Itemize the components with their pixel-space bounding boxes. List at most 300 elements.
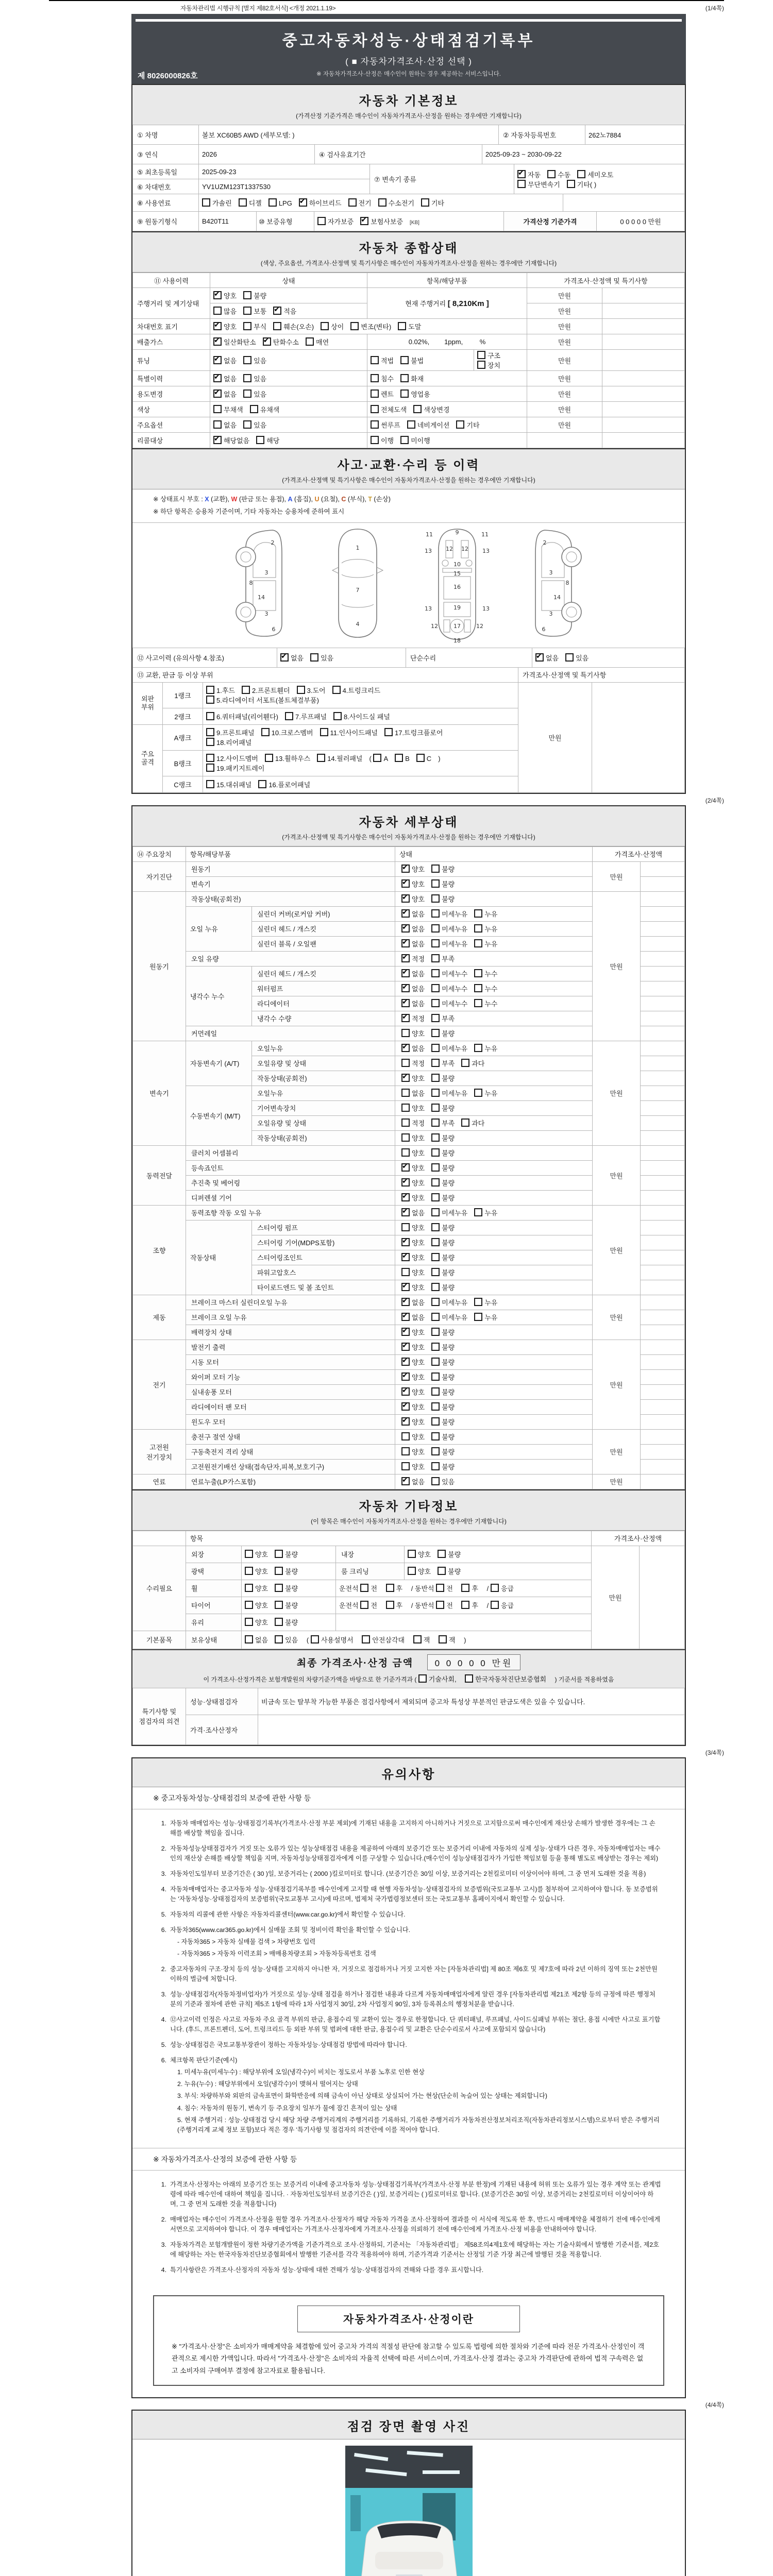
checkbox-box[interactable] bbox=[306, 337, 314, 346]
checkbox-d1r6-누수[interactable]: 누수 bbox=[474, 985, 497, 993]
checkbox-box[interactable] bbox=[275, 1584, 283, 1592]
checkbox-box[interactable] bbox=[400, 436, 409, 444]
checkbox-trans-무단변속기[interactable]: 무단변속기 bbox=[517, 181, 560, 189]
checkbox-box[interactable] bbox=[474, 969, 482, 977]
checkbox-box[interactable] bbox=[297, 686, 305, 694]
checkbox-mileage-amount-적음[interactable]: ✔ 적음 bbox=[273, 308, 296, 315]
checkbox-box[interactable] bbox=[438, 1567, 446, 1575]
checkbox-box[interactable] bbox=[275, 1618, 283, 1626]
checkbox-d2r5-과다[interactable]: 과다 bbox=[461, 1120, 484, 1127]
checkbox-box[interactable] bbox=[401, 1059, 410, 1067]
checkbox-box[interactable] bbox=[213, 307, 222, 315]
checkbox-box[interactable] bbox=[400, 389, 409, 398]
checkbox-box[interactable] bbox=[474, 924, 482, 933]
checkbox-box[interactable] bbox=[401, 1104, 410, 1112]
checkbox-box[interactable] bbox=[256, 436, 264, 444]
checkbox-box[interactable] bbox=[431, 999, 440, 1007]
checkbox-box[interactable] bbox=[213, 337, 222, 346]
checkbox-box[interactable] bbox=[401, 1208, 410, 1216]
checkbox-box[interactable] bbox=[360, 217, 368, 225]
checkbox-box[interactable] bbox=[408, 1567, 416, 1575]
checkbox-d3r3-양호[interactable]: ✔ 양호 bbox=[401, 1194, 425, 1202]
checkbox-d0r1-양호[interactable]: ✔ 양호 bbox=[401, 880, 425, 888]
checkbox-fp-기술사회,[interactable]: 기술사회, bbox=[418, 1676, 457, 1683]
checkbox-rank40-15.대쉬패널[interactable]: 15.대쉬패널 bbox=[206, 781, 251, 789]
checkbox-d1r5-미세누수[interactable]: 미세누수 bbox=[431, 970, 467, 978]
checkbox-box[interactable] bbox=[401, 879, 410, 888]
checkbox-d2r3-없음[interactable]: 없음 bbox=[401, 1090, 425, 1097]
checkbox-box[interactable] bbox=[317, 754, 325, 762]
checkbox-box[interactable] bbox=[243, 420, 251, 429]
checkbox-d4r3-불량[interactable]: 불량 bbox=[431, 1254, 455, 1262]
checkbox-d7r1-불량[interactable]: 불량 bbox=[431, 1448, 455, 1456]
checkbox-ov5-무채색[interactable]: 무채색 bbox=[213, 406, 243, 414]
checkbox-box[interactable] bbox=[431, 1029, 440, 1037]
checkbox-box[interactable] bbox=[263, 337, 271, 346]
checkbox-box[interactable] bbox=[436, 1584, 444, 1592]
checkbox-box[interactable] bbox=[407, 420, 415, 429]
checkbox-accident-있음[interactable]: 있음 bbox=[310, 654, 333, 662]
checkbox-ov7-해당[interactable]: 해당 bbox=[256, 437, 279, 445]
checkbox-box[interactable] bbox=[474, 1044, 482, 1052]
checkbox-ov4-있음[interactable]: 있음 bbox=[243, 391, 266, 398]
checkbox-box[interactable] bbox=[213, 322, 222, 330]
checkbox-box[interactable] bbox=[333, 712, 342, 720]
checkbox-box[interactable] bbox=[250, 405, 258, 413]
checkbox-box[interactable] bbox=[431, 1193, 440, 1201]
checkbox-box[interactable] bbox=[206, 780, 214, 788]
checkbox-repair-없음[interactable]: ✔ 없음 bbox=[535, 654, 559, 662]
checkbox-d1r3-누유[interactable]: 누유 bbox=[474, 940, 497, 948]
checkbox-d4r1-불량[interactable]: 불량 bbox=[431, 1224, 455, 1232]
checkbox-fuel-전기[interactable]: 전기 bbox=[348, 199, 372, 207]
checkbox-box[interactable] bbox=[474, 1298, 482, 1306]
checkbox-box[interactable] bbox=[275, 1567, 283, 1575]
checkbox-bi-x-잭[interactable]: 잭 bbox=[413, 1636, 430, 1644]
checkbox-box[interactable] bbox=[456, 420, 464, 429]
checkbox-d2r6-불량[interactable]: 불량 bbox=[431, 1134, 455, 1142]
checkbox-ov0-훼손(오손)[interactable]: 훼손(오손) bbox=[273, 323, 314, 331]
checkbox-box[interactable] bbox=[431, 1477, 440, 1485]
checkbox-box[interactable] bbox=[461, 1118, 469, 1127]
checkbox-box[interactable] bbox=[206, 738, 214, 746]
checkbox-box[interactable] bbox=[431, 1313, 440, 1321]
checkbox-d6r5-양호[interactable]: ✔ 양호 bbox=[401, 1418, 425, 1426]
checkbox-box[interactable] bbox=[401, 1163, 410, 1172]
checkbox-d1r7-미세누수[interactable]: 미세누수 bbox=[431, 1000, 467, 1008]
checkbox-ot1b-양호[interactable]: 양호 bbox=[408, 1568, 431, 1575]
checkbox-ov2b-장치[interactable]: 장치 bbox=[477, 362, 500, 369]
checkbox-ot2x-응급[interactable]: 응급 bbox=[491, 1585, 514, 1592]
checkbox-box[interactable] bbox=[438, 1550, 446, 1558]
checkbox-box[interactable] bbox=[477, 361, 485, 369]
checkbox-box[interactable] bbox=[400, 374, 409, 382]
checkbox-box[interactable] bbox=[431, 1387, 440, 1396]
checkbox-ot2x-후[interactable]: 후 bbox=[386, 1585, 403, 1592]
checkbox-box[interactable] bbox=[275, 1601, 283, 1609]
checkbox-box[interactable] bbox=[431, 1417, 440, 1426]
checkbox-d8r0-있음[interactable]: 있음 bbox=[431, 1478, 455, 1486]
checkbox-d4r0-없음[interactable]: ✔ 없음 bbox=[401, 1209, 425, 1217]
checkbox-fuel-하이브리드[interactable]: ✔ 하이브리드 bbox=[299, 199, 342, 207]
checkbox-d5r1-미세누유[interactable]: 미세누유 bbox=[431, 1314, 467, 1321]
checkbox-box[interactable] bbox=[431, 1133, 440, 1142]
checkbox-box[interactable] bbox=[547, 170, 556, 178]
checkbox-box[interactable] bbox=[213, 436, 222, 444]
checkbox-rank21-18.리어패널[interactable]: 18.리어패널 bbox=[206, 739, 251, 747]
checkbox-box[interactable] bbox=[213, 420, 222, 429]
checkbox-ov0-부식[interactable]: 부식 bbox=[243, 323, 266, 331]
checkbox-d1r8-적정[interactable]: ✔ 적정 bbox=[401, 1015, 425, 1023]
checkbox-ov5-유채색[interactable]: 유채색 bbox=[250, 406, 280, 414]
checkbox-box[interactable] bbox=[213, 356, 222, 364]
checkbox-ot0-불량[interactable]: 불량 bbox=[275, 1551, 298, 1558]
checkbox-d5r0-누유[interactable]: 누유 bbox=[474, 1299, 497, 1307]
checkbox-d1r2-없음[interactable]: ✔ 없음 bbox=[401, 925, 425, 933]
checkbox-ov0-상이[interactable]: 상이 bbox=[321, 323, 344, 331]
checkbox-box[interactable] bbox=[384, 728, 393, 736]
checkbox-fuel-기타[interactable]: 기타 bbox=[421, 199, 444, 207]
checkbox-box[interactable] bbox=[431, 1148, 440, 1157]
checkbox-ov3-없음[interactable]: ✔ 없음 bbox=[213, 375, 237, 383]
checkbox-box[interactable] bbox=[245, 1601, 253, 1609]
checkbox-box[interactable] bbox=[400, 356, 409, 364]
checkbox-box[interactable] bbox=[431, 1462, 440, 1470]
checkbox-d7r0-불량[interactable]: 불량 bbox=[431, 1433, 455, 1441]
checkbox-ot4-양호[interactable]: 양호 bbox=[245, 1619, 268, 1626]
checkbox-box[interactable] bbox=[461, 1601, 469, 1609]
checkbox-box[interactable] bbox=[431, 1074, 440, 1082]
checkbox-box[interactable] bbox=[371, 436, 379, 444]
checkbox-box[interactable] bbox=[474, 939, 482, 947]
checkbox-box[interactable] bbox=[350, 322, 359, 330]
checkbox-d2r3-누유[interactable]: 누유 bbox=[474, 1090, 497, 1097]
checkbox-box[interactable] bbox=[431, 1014, 440, 1022]
checkbox-box[interactable] bbox=[261, 728, 270, 736]
checkbox-box[interactable] bbox=[360, 1584, 368, 1592]
checkbox-box[interactable] bbox=[401, 1133, 410, 1142]
checkbox-d2r0-미세누유[interactable]: 미세누유 bbox=[431, 1045, 467, 1053]
checkbox-box[interactable] bbox=[213, 389, 222, 398]
checkbox-d3r1-불량[interactable]: 불량 bbox=[431, 1164, 455, 1172]
checkbox-ot2x-전[interactable]: 전 bbox=[436, 1585, 453, 1592]
checkbox-d2r1-과다[interactable]: 과다 bbox=[461, 1060, 484, 1067]
checkbox-box[interactable] bbox=[317, 217, 326, 225]
checkbox-ov6-있음[interactable]: 있음 bbox=[243, 421, 266, 429]
checkbox-box[interactable] bbox=[577, 170, 585, 178]
checkbox-d6r2-양호[interactable]: ✔ 양호 bbox=[401, 1374, 425, 1381]
checkbox-d1r1-없음[interactable]: ✔ 없음 bbox=[401, 910, 425, 918]
checkbox-box[interactable] bbox=[431, 1298, 440, 1306]
checkbox-ov2a-불법[interactable]: 불법 bbox=[400, 357, 424, 365]
checkbox-ov4m-렌트[interactable]: 렌트 bbox=[371, 391, 394, 398]
checkbox-ov6m-네비게이션[interactable]: 네비게이션 bbox=[407, 421, 450, 429]
checkbox-fuel-LPG[interactable]: LPG bbox=[268, 199, 292, 207]
checkbox-ov2-있음[interactable]: 있음 bbox=[243, 357, 266, 365]
checkbox-box[interactable] bbox=[206, 686, 214, 694]
checkbox-box[interactable] bbox=[401, 999, 410, 1007]
checkbox-box[interactable] bbox=[431, 1328, 440, 1336]
checkbox-box[interactable] bbox=[401, 1089, 410, 1097]
checkbox-fp-한국자동차진단보증협회[interactable]: 한국자동차진단보증협회 bbox=[465, 1676, 546, 1683]
checkbox-box[interactable] bbox=[245, 1550, 253, 1558]
checkbox-d6r1-불량[interactable]: 불량 bbox=[431, 1359, 455, 1366]
checkbox-ot1b-불량[interactable]: 불량 bbox=[438, 1568, 461, 1575]
checkbox-ot2x-후[interactable]: 후 bbox=[461, 1585, 478, 1592]
checkbox-rank10-8.사이드실 패널[interactable]: 8.사이드실 패널 bbox=[333, 713, 390, 721]
checkbox-box[interactable] bbox=[245, 1635, 253, 1643]
checkbox-box[interactable] bbox=[431, 1118, 440, 1127]
checkbox-box[interactable] bbox=[320, 728, 328, 736]
checkbox-box[interactable] bbox=[401, 1118, 410, 1127]
checkbox-d8r0-없음[interactable]: ✔ 없음 bbox=[401, 1478, 425, 1486]
checkbox-box[interactable] bbox=[371, 389, 379, 398]
checkbox-box[interactable] bbox=[206, 712, 214, 720]
checkbox-box[interactable] bbox=[431, 879, 440, 888]
checkbox-ot3x-전[interactable]: 전 bbox=[436, 1602, 453, 1609]
checkbox-d1r4-적정[interactable]: ✔ 적정 bbox=[401, 955, 425, 963]
checkbox-d5r1-없음[interactable]: ✔ 없음 bbox=[401, 1314, 425, 1321]
checkbox-rank20-9.프론트패널[interactable]: 9.프론트패널 bbox=[206, 729, 255, 737]
checkbox-box[interactable] bbox=[401, 1298, 410, 1306]
checkbox-ot3x-응급[interactable]: 응급 bbox=[491, 1602, 514, 1609]
checkbox-rank00-2.프론트휀더[interactable]: 2.프론트휀더 bbox=[242, 687, 290, 694]
checkbox-rank00-1.후드[interactable]: 1.후드 bbox=[206, 687, 235, 694]
checkbox-box[interactable] bbox=[431, 1208, 440, 1216]
checkbox-repair-있음[interactable]: 있음 bbox=[565, 654, 589, 662]
checkbox-d7r0-양호[interactable]: 양호 bbox=[401, 1433, 425, 1441]
checkbox-ot3x-후[interactable]: 후 bbox=[386, 1602, 403, 1609]
checkbox-d1r2-누유[interactable]: 누유 bbox=[474, 925, 497, 933]
checkbox-box[interactable] bbox=[401, 924, 410, 933]
checkbox-box[interactable] bbox=[268, 198, 277, 207]
checkbox-d1r3-미세누유[interactable]: 미세누유 bbox=[431, 940, 467, 948]
checkbox-box[interactable] bbox=[431, 924, 440, 933]
checkbox-ov1-매연[interactable]: 매연 bbox=[306, 338, 329, 346]
checkbox-box[interactable] bbox=[398, 322, 406, 330]
checkbox-box[interactable] bbox=[431, 865, 440, 873]
checkbox-ot3-양호[interactable]: 양호 bbox=[245, 1602, 268, 1609]
checkbox-box[interactable] bbox=[321, 322, 329, 330]
checkbox-box[interactable] bbox=[474, 909, 482, 918]
checkbox-box[interactable] bbox=[461, 1584, 469, 1592]
checkbox-box[interactable] bbox=[401, 1417, 410, 1426]
checkbox-box[interactable] bbox=[431, 894, 440, 903]
checkbox-box[interactable] bbox=[401, 1014, 410, 1022]
checkbox-box[interactable] bbox=[431, 969, 440, 977]
checkbox-d2r1-부족[interactable]: 부족 bbox=[431, 1060, 455, 1067]
checkbox-rank31-19.패키지트레이[interactable]: 19.패키지트레이 bbox=[206, 765, 264, 772]
checkbox-ov2a-적법[interactable]: 적법 bbox=[371, 357, 394, 365]
checkbox-ov7m-이행[interactable]: 이행 bbox=[371, 437, 394, 445]
checkbox-pillar-C[interactable]: C bbox=[416, 755, 431, 762]
checkbox-rank30-13.휠하우스[interactable]: 13.휠하우스 bbox=[265, 755, 310, 762]
checkbox-box[interactable] bbox=[465, 1674, 473, 1683]
checkbox-mileage-amount-많음[interactable]: 많음 bbox=[213, 308, 237, 315]
checkbox-pillar-A[interactable]: A bbox=[373, 755, 388, 762]
checkbox-trans-수동[interactable]: 수동 bbox=[547, 171, 570, 179]
checkbox-d1r1-누유[interactable]: 누유 bbox=[474, 910, 497, 918]
checkbox-box[interactable] bbox=[273, 322, 281, 330]
checkbox-d6r5-불량[interactable]: 불량 bbox=[431, 1418, 455, 1426]
checkbox-rank10-6.쿼터패널(리어휀다)[interactable]: 6.쿼터패널(리어휀다) bbox=[206, 713, 278, 721]
checkbox-trans-자동[interactable]: ✔자동 bbox=[517, 171, 541, 179]
checkbox-rank30-12.사이드멤버[interactable]: 12.사이드멤버 bbox=[206, 755, 258, 762]
checkbox-box[interactable] bbox=[401, 1148, 410, 1157]
checkbox-box[interactable] bbox=[206, 728, 214, 736]
checkbox-box[interactable] bbox=[213, 374, 222, 382]
checkbox-box[interactable] bbox=[245, 1584, 253, 1592]
checkbox-ot1-불량[interactable]: 불량 bbox=[275, 1568, 298, 1575]
checkbox-rank01-5.라디에이터 서포트(볼트체결부품)[interactable]: 5.라디에이터 서포트(볼트체결부품) bbox=[206, 697, 319, 704]
checkbox-box[interactable] bbox=[401, 1253, 410, 1261]
checkbox-box[interactable] bbox=[474, 999, 482, 1007]
checkbox-box[interactable] bbox=[243, 307, 251, 315]
checkbox-d5r2-양호[interactable]: ✔ 양호 bbox=[401, 1329, 425, 1336]
checkbox-box[interactable] bbox=[431, 1223, 440, 1231]
checkbox-d1r1-미세누유[interactable]: 미세누유 bbox=[431, 910, 467, 918]
checkbox-box[interactable] bbox=[421, 198, 429, 207]
checkbox-d5r0-미세누유[interactable]: 미세누유 bbox=[431, 1299, 467, 1307]
checkbox-d4r4-불량[interactable]: 불량 bbox=[431, 1269, 455, 1277]
checkbox-box[interactable] bbox=[206, 754, 214, 762]
checkbox-box[interactable] bbox=[386, 1601, 394, 1609]
checkbox-d4r1-양호[interactable]: 양호 bbox=[401, 1224, 425, 1232]
checkbox-d0r1-불량[interactable]: 불량 bbox=[431, 880, 455, 888]
checkbox-ov1-탄화수소[interactable]: ✔ 탄화수소 bbox=[263, 338, 299, 346]
checkbox-ot1-양호[interactable]: 양호 bbox=[245, 1568, 268, 1575]
checkbox-box[interactable] bbox=[243, 291, 251, 299]
checkbox-box[interactable] bbox=[431, 1432, 440, 1440]
checkbox-ov4-없음[interactable]: ✔ 없음 bbox=[213, 391, 237, 398]
checkbox-box[interactable] bbox=[243, 322, 251, 330]
checkbox-box[interactable] bbox=[401, 939, 410, 947]
checkbox-box[interactable] bbox=[310, 653, 318, 662]
checkbox-d2r2-불량[interactable]: 불량 bbox=[431, 1075, 455, 1082]
checkbox-box[interactable] bbox=[401, 1238, 410, 1246]
checkbox-d4r3-양호[interactable]: ✔ 양호 bbox=[401, 1254, 425, 1262]
checkbox-ov6m-썬루프[interactable]: 썬루프 bbox=[371, 421, 400, 429]
checkbox-d1r6-미세누수[interactable]: 미세누수 bbox=[431, 985, 467, 993]
checkbox-d2r4-양호[interactable]: 양호 bbox=[401, 1105, 425, 1112]
checkbox-box[interactable] bbox=[535, 653, 544, 662]
checkbox-box[interactable] bbox=[401, 1223, 410, 1231]
checkbox-ov6m-기타[interactable]: 기타 bbox=[456, 421, 479, 429]
checkbox-ov0-양호[interactable]: ✔ 양호 bbox=[213, 323, 237, 331]
checkbox-box[interactable] bbox=[401, 1268, 410, 1276]
checkbox-bi-x-사용설명서[interactable]: 사용설명서 bbox=[311, 1636, 354, 1644]
checkbox-d4r4-양호[interactable]: 양호 bbox=[401, 1269, 425, 1277]
checkbox-bi-있음[interactable]: 있음 bbox=[275, 1636, 298, 1644]
checkbox-ov3m-침수[interactable]: 침수 bbox=[371, 375, 394, 383]
checkbox-box[interactable] bbox=[413, 1635, 422, 1643]
checkbox-box[interactable] bbox=[431, 954, 440, 962]
checkbox-d1r0-양호[interactable]: ✔ 양호 bbox=[401, 895, 425, 903]
checkbox-box[interactable] bbox=[431, 1372, 440, 1381]
checkbox-box[interactable] bbox=[401, 1029, 410, 1037]
checkbox-ot2-불량[interactable]: 불량 bbox=[275, 1585, 298, 1592]
checkbox-bi-x-잭[interactable]: 잭 bbox=[439, 1636, 456, 1644]
checkbox-box[interactable] bbox=[243, 389, 251, 398]
checkbox-box[interactable] bbox=[401, 1402, 410, 1411]
checkbox-d6r2-불량[interactable]: 불량 bbox=[431, 1374, 455, 1381]
checkbox-box[interactable] bbox=[517, 170, 526, 178]
checkbox-warranty-자가보증[interactable]: 자가보증 bbox=[317, 218, 354, 226]
checkbox-box[interactable] bbox=[401, 1283, 410, 1291]
checkbox-d6r1-양호[interactable]: ✔ 양호 bbox=[401, 1359, 425, 1366]
checkbox-d1r9-양호[interactable]: 양호 bbox=[401, 1030, 425, 1038]
checkbox-box[interactable] bbox=[401, 969, 410, 977]
checkbox-box[interactable] bbox=[474, 984, 482, 992]
checkbox-ov1-일산화탄소[interactable]: ✔ 일산화탄소 bbox=[213, 338, 256, 346]
checkbox-d6r3-양호[interactable]: ✔ 양호 bbox=[401, 1388, 425, 1396]
checkbox-box[interactable] bbox=[517, 180, 526, 188]
checkbox-rank20-10.크로스멤버[interactable]: 10.크로스멤버 bbox=[261, 729, 313, 737]
checkbox-box[interactable] bbox=[418, 1674, 427, 1683]
checkbox-box[interactable] bbox=[401, 909, 410, 918]
checkbox-box[interactable] bbox=[408, 1550, 416, 1558]
checkbox-d6r0-양호[interactable]: ✔ 양호 bbox=[401, 1344, 425, 1351]
checkbox-box[interactable] bbox=[243, 356, 251, 364]
checkbox-box[interactable] bbox=[431, 1343, 440, 1351]
checkbox-fuel-수소전기[interactable]: 수소전기 bbox=[378, 199, 414, 207]
checkbox-d3r0-양호[interactable]: 양호 bbox=[401, 1149, 425, 1157]
checkbox-box[interactable] bbox=[332, 686, 341, 694]
checkbox-ot0b-양호[interactable]: 양호 bbox=[408, 1551, 431, 1558]
checkbox-ov0-변조(변타)[interactable]: 변조(변타) bbox=[350, 323, 391, 331]
checkbox-box[interactable] bbox=[567, 180, 575, 188]
checkbox-d3r0-불량[interactable]: 불량 bbox=[431, 1149, 455, 1157]
checkbox-mileage-불량[interactable]: 불량 bbox=[243, 292, 266, 300]
checkbox-d2r5-부족[interactable]: 부족 bbox=[431, 1120, 455, 1127]
checkbox-mileage-amount-보통[interactable]: 보통 bbox=[243, 308, 266, 315]
checkbox-box[interactable] bbox=[565, 653, 574, 662]
checkbox-d3r3-불량[interactable]: 불량 bbox=[431, 1194, 455, 1202]
checkbox-box[interactable] bbox=[401, 1432, 410, 1440]
checkbox-ot3x-전[interactable]: 전 bbox=[360, 1602, 377, 1609]
checkbox-fuel-가솔린[interactable]: 가솔린 bbox=[202, 199, 232, 207]
checkbox-ot0-양호[interactable]: 양호 bbox=[245, 1551, 268, 1558]
checkbox-box[interactable] bbox=[245, 1618, 253, 1626]
checkbox-ov6-없음[interactable]: 없음 bbox=[213, 421, 237, 429]
checkbox-box[interactable] bbox=[439, 1635, 447, 1643]
checkbox-ov3-있음[interactable]: 있음 bbox=[243, 375, 266, 383]
checkbox-d1r5-누수[interactable]: 누수 bbox=[474, 970, 497, 978]
checkbox-box[interactable] bbox=[273, 307, 281, 315]
checkbox-box[interactable] bbox=[431, 909, 440, 918]
checkbox-ov5m-전체도색[interactable]: 전체도색 bbox=[371, 406, 407, 414]
checkbox-d4r5-불량[interactable]: 불량 bbox=[431, 1284, 455, 1292]
checkbox-d2r0-없음[interactable]: ✔ 없음 bbox=[401, 1045, 425, 1053]
checkbox-box[interactable] bbox=[474, 1313, 482, 1321]
checkbox-d0r0-양호[interactable]: ✔ 양호 bbox=[401, 866, 425, 873]
checkbox-d4r2-불량[interactable]: 불량 bbox=[431, 1239, 455, 1247]
checkbox-d6r3-불량[interactable]: 불량 bbox=[431, 1388, 455, 1396]
checkbox-rank10-7.루프패널[interactable]: 7.루프패널 bbox=[285, 713, 327, 721]
checkbox-box[interactable] bbox=[461, 1059, 469, 1067]
checkbox-trans-기타( )[interactable]: 기타( ) bbox=[567, 181, 596, 189]
checkbox-box[interactable] bbox=[202, 198, 210, 207]
checkbox-d6r4-불량[interactable]: 불량 bbox=[431, 1403, 455, 1411]
checkbox-d1r8-부족[interactable]: 부족 bbox=[431, 1015, 455, 1023]
checkbox-d3r1-양호[interactable]: ✔ 양호 bbox=[401, 1164, 425, 1172]
checkbox-box[interactable] bbox=[280, 653, 289, 662]
checkbox-box[interactable] bbox=[213, 405, 222, 413]
checkbox-rank40-16.플로어패널[interactable]: 16.플로어패널 bbox=[258, 781, 310, 789]
checkbox-box[interactable] bbox=[371, 374, 379, 382]
checkbox-box[interactable] bbox=[474, 1208, 482, 1216]
checkbox-d2r5-적정[interactable]: 적정 bbox=[401, 1120, 425, 1127]
